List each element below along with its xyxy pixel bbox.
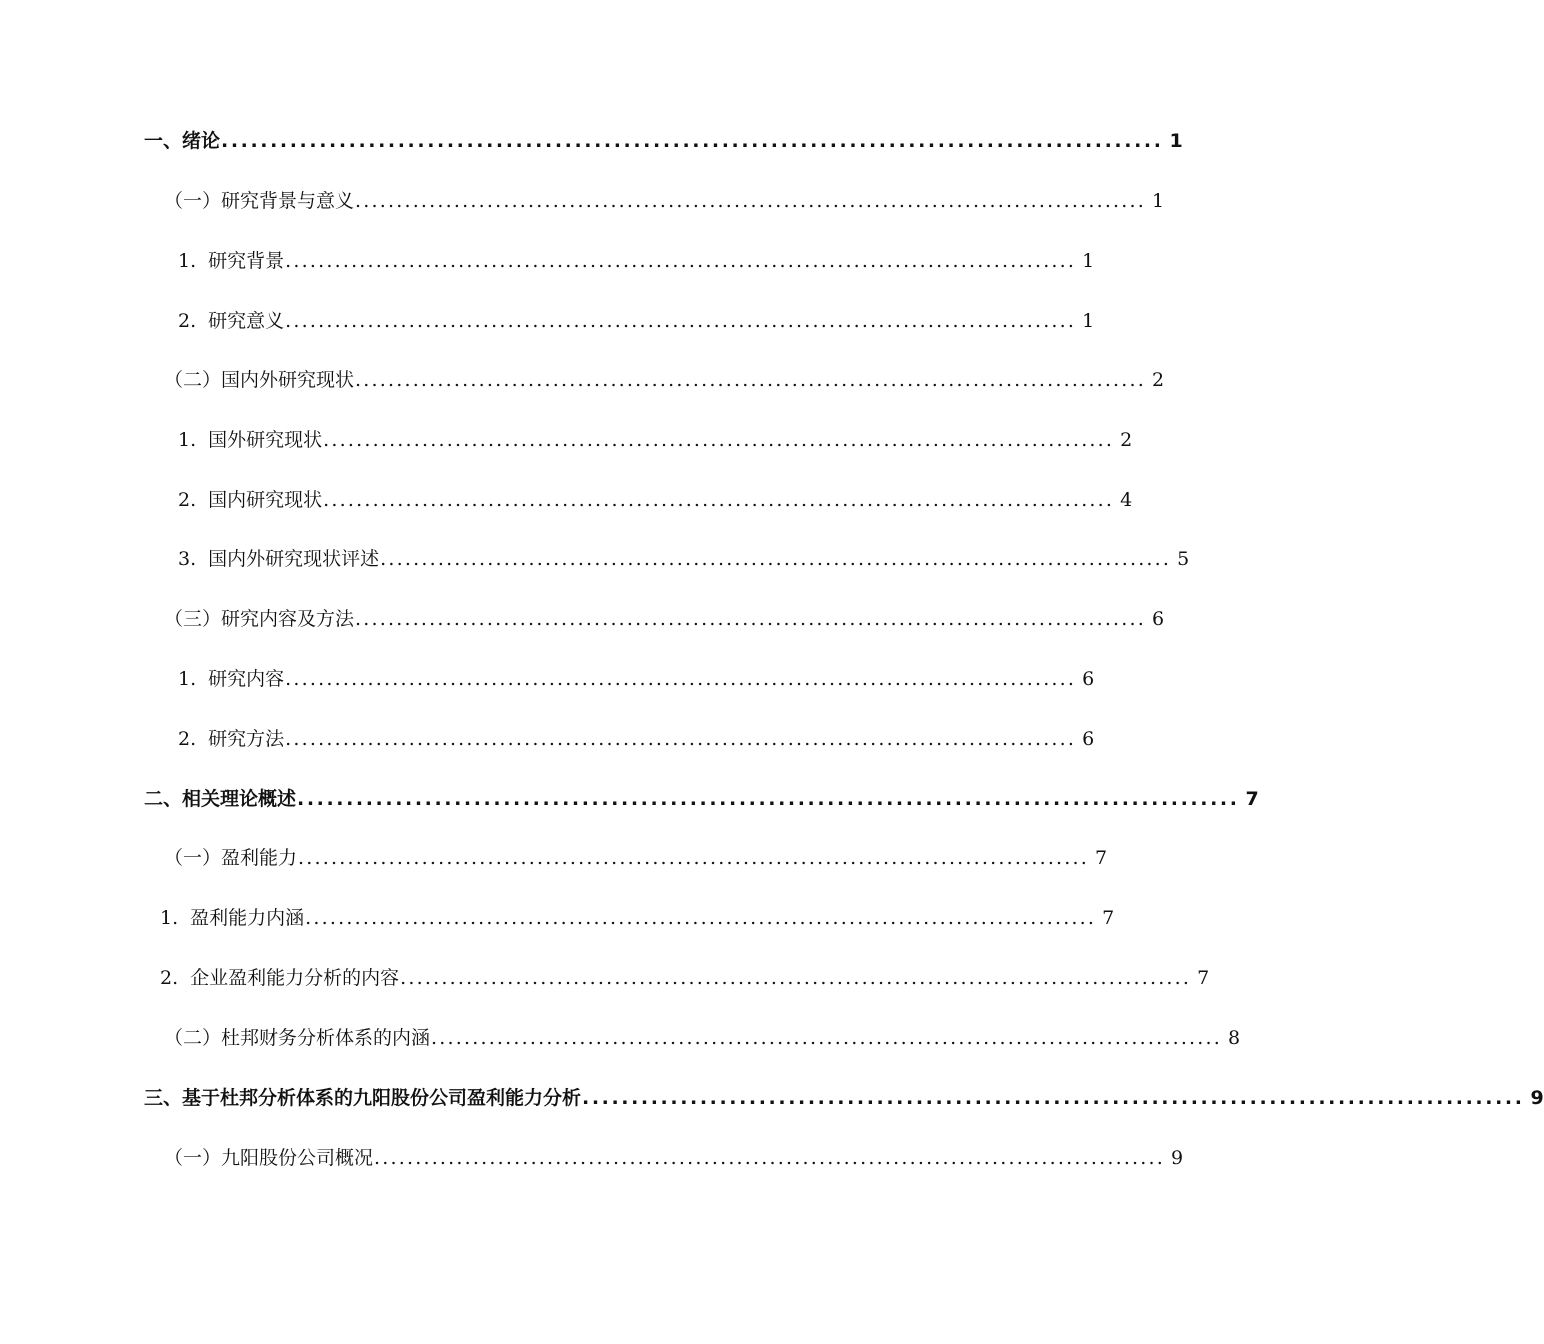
toc-section-2-1[interactable] — [164, 841, 1108, 875]
toc-page-number: 1 — [1152, 190, 1165, 212]
toc-subsection-1-3-2[interactable] — [178, 722, 1095, 756]
toc-page-number: 4 — [1120, 489, 1133, 511]
toc-entry-title: 国外研究现状 — [208, 429, 323, 451]
toc-entry-title: 企业盈利能力分析的内容 — [190, 967, 400, 989]
toc-entry-number: 2. — [178, 489, 197, 511]
toc-subsection-1-2-3[interactable] — [178, 542, 1190, 576]
toc-entry-number: 2. — [178, 310, 197, 332]
toc-entry-title: （一）盈利能力 — [164, 847, 298, 869]
toc-subsection-2-1-2[interactable] — [160, 961, 1210, 995]
toc-page-number: 6 — [1152, 608, 1165, 630]
toc-entry-title: 国内外研究现状评述 — [208, 548, 380, 570]
toc-entry-title: （一）九阳股份公司概况 — [164, 1147, 374, 1169]
toc-page-number: 7 — [1095, 847, 1108, 869]
toc-leader-dots: ................................................................................................ — [355, 369, 1147, 391]
toc-entry-title: （一）研究背景与意义 — [164, 190, 355, 212]
toc-chapter-3[interactable] — [144, 1081, 1544, 1115]
toc-entry-title: 研究背景 — [208, 250, 285, 272]
toc-page-number: 6 — [1082, 728, 1095, 750]
toc-entry-title: 国内研究现状 — [208, 489, 323, 511]
toc-page-number: 1 — [1169, 130, 1183, 152]
toc-entry-title: 一、绪论 — [144, 130, 221, 152]
toc-leader-dots: ................................................................................................ — [305, 907, 1097, 929]
toc-leader-dots: ................................................................................................ — [297, 788, 1240, 810]
toc-entry-number: 2. — [178, 728, 197, 750]
toc-page-number: 2 — [1120, 429, 1133, 451]
toc-entry-number: 1. — [178, 429, 197, 451]
toc-entry-title: 三、基于杜邦分析体系的九阳股份公司盈利能力分析 — [144, 1087, 582, 1109]
toc-entry-number: 2. — [160, 967, 179, 989]
toc-entry-title: 研究意义 — [208, 310, 285, 332]
toc-page-number: 7 — [1102, 907, 1115, 929]
toc-subsection-1-2-2[interactable] — [178, 483, 1133, 517]
toc-page-number: 5 — [1177, 548, 1190, 570]
toc-leader-dots: ................................................................................................ — [298, 847, 1090, 869]
toc-entry-title: 研究内容 — [208, 668, 285, 690]
toc-section-1-1[interactable] — [164, 184, 1165, 218]
toc-entry-title: （三）研究内容及方法 — [164, 608, 355, 630]
toc-leader-dots: ................................................................................................ — [400, 967, 1192, 989]
toc-chapter-1[interactable] — [144, 124, 1183, 158]
toc-section-2-2[interactable] — [164, 1021, 1241, 1055]
toc-entry-title: 研究方法 — [208, 728, 285, 750]
toc-subsection-1-1-1[interactable] — [178, 244, 1095, 278]
toc-section-1-2[interactable] — [164, 363, 1165, 397]
toc-entry-number: 1. — [178, 668, 197, 690]
toc-leader-dots: ................................................................................................ — [355, 190, 1147, 212]
toc-leader-dots: ................................................................................................ — [285, 728, 1077, 750]
toc-leader-dots: ................................................................................................ — [285, 668, 1077, 690]
toc-page-number: 9 — [1171, 1147, 1184, 1169]
toc-page-number: 8 — [1228, 1027, 1241, 1049]
toc-entry-title: （二）国内外研究现状 — [164, 369, 355, 391]
toc-subsection-1-1-2[interactable] — [178, 304, 1095, 338]
toc-entry-title: 二、相关理论概述 — [144, 788, 297, 810]
toc-entry-title: 盈利能力内涵 — [190, 907, 305, 929]
toc-section-1-3[interactable] — [164, 602, 1165, 636]
toc-section-3-1[interactable] — [164, 1141, 1184, 1175]
toc-page-number: 2 — [1152, 369, 1165, 391]
toc-leader-dots: ................................................................................................ — [285, 250, 1077, 272]
toc-leader-dots: ................................................................................................ — [582, 1087, 1525, 1109]
toc-leader-dots: ................................................................................................ — [221, 130, 1164, 152]
toc-subsection-2-1-1[interactable] — [160, 901, 1115, 935]
toc-page-number: 7 — [1245, 788, 1259, 810]
toc-leader-dots: ................................................................................................ — [380, 548, 1172, 570]
toc-entry-number: 1. — [178, 250, 197, 272]
toc-leader-dots: ................................................................................................ — [285, 310, 1077, 332]
toc-leader-dots: ................................................................................................ — [355, 608, 1147, 630]
toc-chapter-2[interactable] — [144, 782, 1259, 816]
toc-leader-dots: ................................................................................................ — [323, 489, 1115, 511]
toc-page-number: 1 — [1082, 310, 1095, 332]
toc-page-number: 1 — [1082, 250, 1095, 272]
toc-page-number: 6 — [1082, 668, 1095, 690]
toc-subsection-1-2-1[interactable] — [178, 423, 1133, 457]
toc-entry-number: 1. — [160, 907, 179, 929]
toc-leader-dots: ................................................................................................ — [323, 429, 1115, 451]
toc-entry-title: （二）杜邦财务分析体系的内涵 — [164, 1027, 431, 1049]
toc-entry-number: 3. — [178, 548, 197, 570]
toc-page-number: 7 — [1197, 967, 1210, 989]
toc-subsection-1-3-1[interactable] — [178, 662, 1095, 696]
toc-leader-dots: ................................................................................................ — [374, 1147, 1166, 1169]
toc-leader-dots: ................................................................................................ — [431, 1027, 1223, 1049]
toc-page-number: 9 — [1530, 1087, 1544, 1109]
